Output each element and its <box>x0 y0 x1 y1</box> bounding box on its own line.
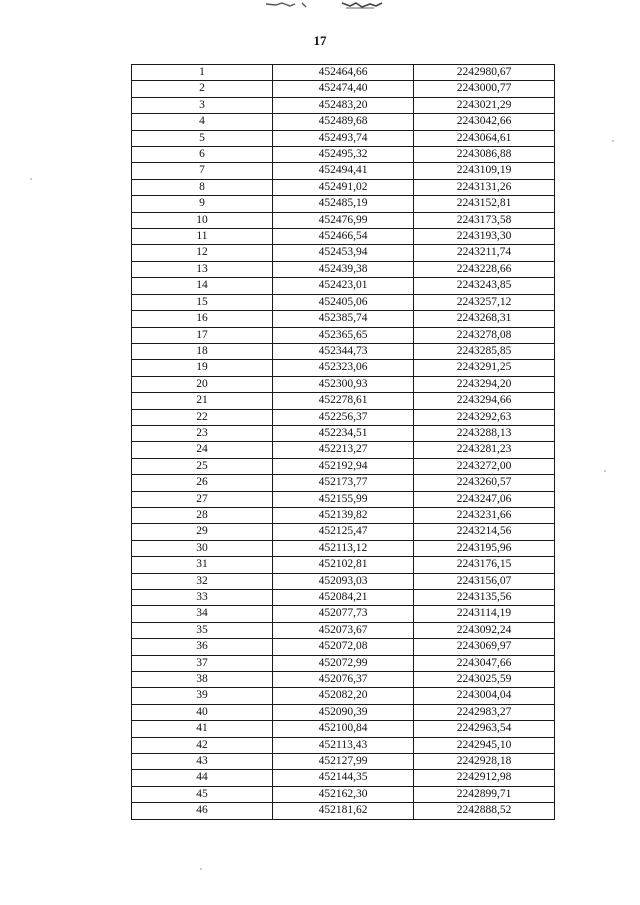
x-coordinate-cell: 452491,02 <box>273 179 414 195</box>
x-coordinate-cell: 452494,41 <box>273 163 414 179</box>
table-row <box>132 212 555 228</box>
table-row <box>132 245 555 261</box>
point-number-cell: 19 <box>132 360 273 376</box>
y-coordinate-cell: 2243214,56 <box>414 524 555 540</box>
table-row <box>132 229 555 245</box>
x-coordinate-cell: 452476,99 <box>273 212 414 228</box>
y-coordinate-cell: 2242980,67 <box>414 65 555 81</box>
y-coordinate-cell: 2243156,07 <box>414 573 555 589</box>
point-number-cell: 43 <box>132 754 273 770</box>
point-number-cell: 8 <box>132 179 273 195</box>
x-coordinate-cell: 452173,77 <box>273 475 414 491</box>
point-number-cell: 38 <box>132 672 273 688</box>
table-row <box>132 278 555 294</box>
y-coordinate-cell: 2243092,24 <box>414 622 555 638</box>
table-row <box>132 261 555 277</box>
table-row <box>132 655 555 671</box>
x-coordinate-cell: 452100,84 <box>273 721 414 737</box>
table-row <box>132 573 555 589</box>
point-number-cell: 16 <box>132 311 273 327</box>
x-coordinate-cell: 452113,43 <box>273 737 414 753</box>
x-coordinate-cell: 452385,74 <box>273 311 414 327</box>
y-coordinate-cell: 2242983,27 <box>414 704 555 720</box>
x-coordinate-cell: 452466,54 <box>273 229 414 245</box>
x-coordinate-cell: 452234,51 <box>273 425 414 441</box>
table-row <box>132 425 555 441</box>
table-row <box>132 524 555 540</box>
y-coordinate-cell: 2243281,23 <box>414 442 555 458</box>
table-row <box>132 737 555 753</box>
point-number-cell: 10 <box>132 212 273 228</box>
y-coordinate-cell: 2243228,66 <box>414 261 555 277</box>
y-coordinate-cell: 2243173,58 <box>414 212 555 228</box>
x-coordinate-cell: 452084,21 <box>273 590 414 606</box>
table-row <box>132 704 555 720</box>
point-number-cell: 37 <box>132 655 273 671</box>
x-coordinate-cell: 452090,39 <box>273 704 414 720</box>
table-row <box>132 507 555 523</box>
x-coordinate-cell: 452073,67 <box>273 622 414 638</box>
x-coordinate-cell: 452125,47 <box>273 524 414 540</box>
point-number-cell: 1 <box>132 65 273 81</box>
point-number-cell: 9 <box>132 196 273 212</box>
x-coordinate-cell: 452453,94 <box>273 245 414 261</box>
y-coordinate-cell: 2243042,66 <box>414 114 555 130</box>
point-number-cell: 13 <box>132 261 273 277</box>
y-coordinate-cell: 2243211,74 <box>414 245 555 261</box>
point-number-cell: 31 <box>132 557 273 573</box>
y-coordinate-cell: 2242928,18 <box>414 754 555 770</box>
x-coordinate-cell: 452077,73 <box>273 606 414 622</box>
x-coordinate-cell: 452474,40 <box>273 81 414 97</box>
table-row <box>132 770 555 786</box>
y-coordinate-cell: 2243292,63 <box>414 409 555 425</box>
x-coordinate-cell: 452323,06 <box>273 360 414 376</box>
table-row <box>132 81 555 97</box>
point-number-cell: 44 <box>132 770 273 786</box>
point-number-cell: 4 <box>132 114 273 130</box>
point-number-cell: 17 <box>132 327 273 343</box>
point-number-cell: 24 <box>132 442 273 458</box>
y-coordinate-cell: 2243260,57 <box>414 475 555 491</box>
point-number-cell: 46 <box>132 803 273 819</box>
x-coordinate-cell: 452365,65 <box>273 327 414 343</box>
y-coordinate-cell: 2243086,88 <box>414 147 555 163</box>
table-row <box>132 294 555 310</box>
x-coordinate-cell: 452278,61 <box>273 393 414 409</box>
y-coordinate-cell: 2243152,81 <box>414 196 555 212</box>
table-row <box>132 491 555 507</box>
y-coordinate-cell: 2243064,61 <box>414 130 555 146</box>
table-row <box>132 590 555 606</box>
table-row <box>132 803 555 819</box>
page-number: 17 <box>313 33 327 48</box>
x-coordinate-cell: 452093,03 <box>273 573 414 589</box>
table-row <box>132 606 555 622</box>
x-coordinate-cell: 452423,01 <box>273 278 414 294</box>
point-number-cell: 39 <box>132 688 273 704</box>
table-row <box>132 114 555 130</box>
scan-speck <box>612 140 614 142</box>
point-number-cell: 26 <box>132 475 273 491</box>
x-coordinate-cell: 452256,37 <box>273 409 414 425</box>
table-row <box>132 754 555 770</box>
y-coordinate-cell: 2243294,20 <box>414 376 555 392</box>
x-coordinate-cell: 452127,99 <box>273 754 414 770</box>
table-row <box>132 688 555 704</box>
x-coordinate-cell: 452405,06 <box>273 294 414 310</box>
table-row <box>132 442 555 458</box>
point-number-cell: 14 <box>132 278 273 294</box>
y-coordinate-cell: 2243047,66 <box>414 655 555 671</box>
x-coordinate-cell: 452213,27 <box>273 442 414 458</box>
point-number-cell: 6 <box>132 147 273 163</box>
y-coordinate-cell: 2243193,30 <box>414 229 555 245</box>
y-coordinate-cell: 2243114,19 <box>414 606 555 622</box>
table-row <box>132 475 555 491</box>
stamp-fragment-image <box>262 0 392 12</box>
x-coordinate-cell: 452344,73 <box>273 343 414 359</box>
x-coordinate-cell: 452181,62 <box>273 803 414 819</box>
x-coordinate-cell: 452495,32 <box>273 147 414 163</box>
y-coordinate-cell: 2242899,71 <box>414 786 555 802</box>
point-number-cell: 42 <box>132 737 273 753</box>
table-row <box>132 97 555 113</box>
x-coordinate-cell: 452076,37 <box>273 672 414 688</box>
table-row <box>132 360 555 376</box>
x-coordinate-cell: 452493,74 <box>273 130 414 146</box>
point-number-cell: 11 <box>132 229 273 245</box>
table-row <box>132 393 555 409</box>
x-coordinate-cell: 452113,12 <box>273 540 414 556</box>
y-coordinate-cell: 2243291,25 <box>414 360 555 376</box>
x-coordinate-cell: 452300,93 <box>273 376 414 392</box>
x-coordinate-cell: 452155,99 <box>273 491 414 507</box>
table-row <box>132 343 555 359</box>
x-coordinate-cell: 452485,19 <box>273 196 414 212</box>
point-number-cell: 34 <box>132 606 273 622</box>
y-coordinate-cell: 2243021,29 <box>414 97 555 113</box>
coordinates-table <box>131 64 555 820</box>
x-coordinate-cell: 452483,20 <box>273 97 414 113</box>
y-coordinate-cell: 2243195,96 <box>414 540 555 556</box>
table-row <box>132 786 555 802</box>
y-coordinate-cell: 2242912,98 <box>414 770 555 786</box>
point-number-cell: 30 <box>132 540 273 556</box>
point-number-cell: 29 <box>132 524 273 540</box>
x-coordinate-cell: 452192,94 <box>273 458 414 474</box>
y-coordinate-cell: 2243069,97 <box>414 639 555 655</box>
x-coordinate-cell: 452144,35 <box>273 770 414 786</box>
point-number-cell: 45 <box>132 786 273 802</box>
x-coordinate-cell: 452102,81 <box>273 557 414 573</box>
point-number-cell: 33 <box>132 590 273 606</box>
y-coordinate-cell: 2243285,85 <box>414 343 555 359</box>
y-coordinate-cell: 2243000,77 <box>414 81 555 97</box>
y-coordinate-cell: 2243109,19 <box>414 163 555 179</box>
point-number-cell: 23 <box>132 425 273 441</box>
table-row <box>132 327 555 343</box>
point-number-cell: 35 <box>132 622 273 638</box>
point-number-cell: 28 <box>132 507 273 523</box>
point-number-cell: 12 <box>132 245 273 261</box>
table-row <box>132 376 555 392</box>
y-coordinate-cell: 2242888,52 <box>414 803 555 819</box>
point-number-cell: 15 <box>132 294 273 310</box>
y-coordinate-cell: 2243131,26 <box>414 179 555 195</box>
y-coordinate-cell: 2243268,31 <box>414 311 555 327</box>
x-coordinate-cell: 452139,82 <box>273 507 414 523</box>
table-row <box>132 147 555 163</box>
point-number-cell: 40 <box>132 704 273 720</box>
x-coordinate-cell: 452072,08 <box>273 639 414 655</box>
y-coordinate-cell: 2243247,06 <box>414 491 555 507</box>
table-row <box>132 557 555 573</box>
scan-speck <box>604 470 606 472</box>
y-coordinate-cell: 2243272,00 <box>414 458 555 474</box>
point-number-cell: 2 <box>132 81 273 97</box>
table-row <box>132 130 555 146</box>
y-coordinate-cell: 2243176,15 <box>414 557 555 573</box>
point-number-cell: 20 <box>132 376 273 392</box>
x-coordinate-cell: 452439,38 <box>273 261 414 277</box>
point-number-cell: 22 <box>132 409 273 425</box>
point-number-cell: 27 <box>132 491 273 507</box>
point-number-cell: 5 <box>132 130 273 146</box>
y-coordinate-cell: 2243278,08 <box>414 327 555 343</box>
point-number-cell: 41 <box>132 721 273 737</box>
table-row <box>132 179 555 195</box>
scan-speck <box>200 868 202 870</box>
table-row <box>132 622 555 638</box>
table-row <box>132 163 555 179</box>
scan-speck <box>30 178 32 180</box>
x-coordinate-cell: 452162,30 <box>273 786 414 802</box>
point-number-cell: 18 <box>132 343 273 359</box>
table-row <box>132 672 555 688</box>
point-number-cell: 3 <box>132 97 273 113</box>
table-row <box>132 458 555 474</box>
y-coordinate-cell: 2243004,04 <box>414 688 555 704</box>
y-coordinate-cell: 2243294,66 <box>414 393 555 409</box>
point-number-cell: 25 <box>132 458 273 474</box>
point-number-cell: 21 <box>132 393 273 409</box>
y-coordinate-cell: 2243257,12 <box>414 294 555 310</box>
y-coordinate-cell: 2243288,13 <box>414 425 555 441</box>
y-coordinate-cell: 2242945,10 <box>414 737 555 753</box>
point-number-cell: 32 <box>132 573 273 589</box>
y-coordinate-cell: 2243135,56 <box>414 590 555 606</box>
point-number-cell: 7 <box>132 163 273 179</box>
x-coordinate-cell: 452489,68 <box>273 114 414 130</box>
table-row <box>132 721 555 737</box>
x-coordinate-cell: 452072,99 <box>273 655 414 671</box>
table-row <box>132 196 555 212</box>
point-number-cell: 36 <box>132 639 273 655</box>
table-row <box>132 540 555 556</box>
x-coordinate-cell: 452464,66 <box>273 65 414 81</box>
table-row <box>132 639 555 655</box>
y-coordinate-cell: 2243231,66 <box>414 507 555 523</box>
y-coordinate-cell: 2243025,59 <box>414 672 555 688</box>
table-row <box>132 409 555 425</box>
y-coordinate-cell: 2242963,54 <box>414 721 555 737</box>
coordinates-table-body <box>132 65 555 820</box>
table-row <box>132 65 555 81</box>
y-coordinate-cell: 2243243,85 <box>414 278 555 294</box>
x-coordinate-cell: 452082,20 <box>273 688 414 704</box>
table-row <box>132 311 555 327</box>
